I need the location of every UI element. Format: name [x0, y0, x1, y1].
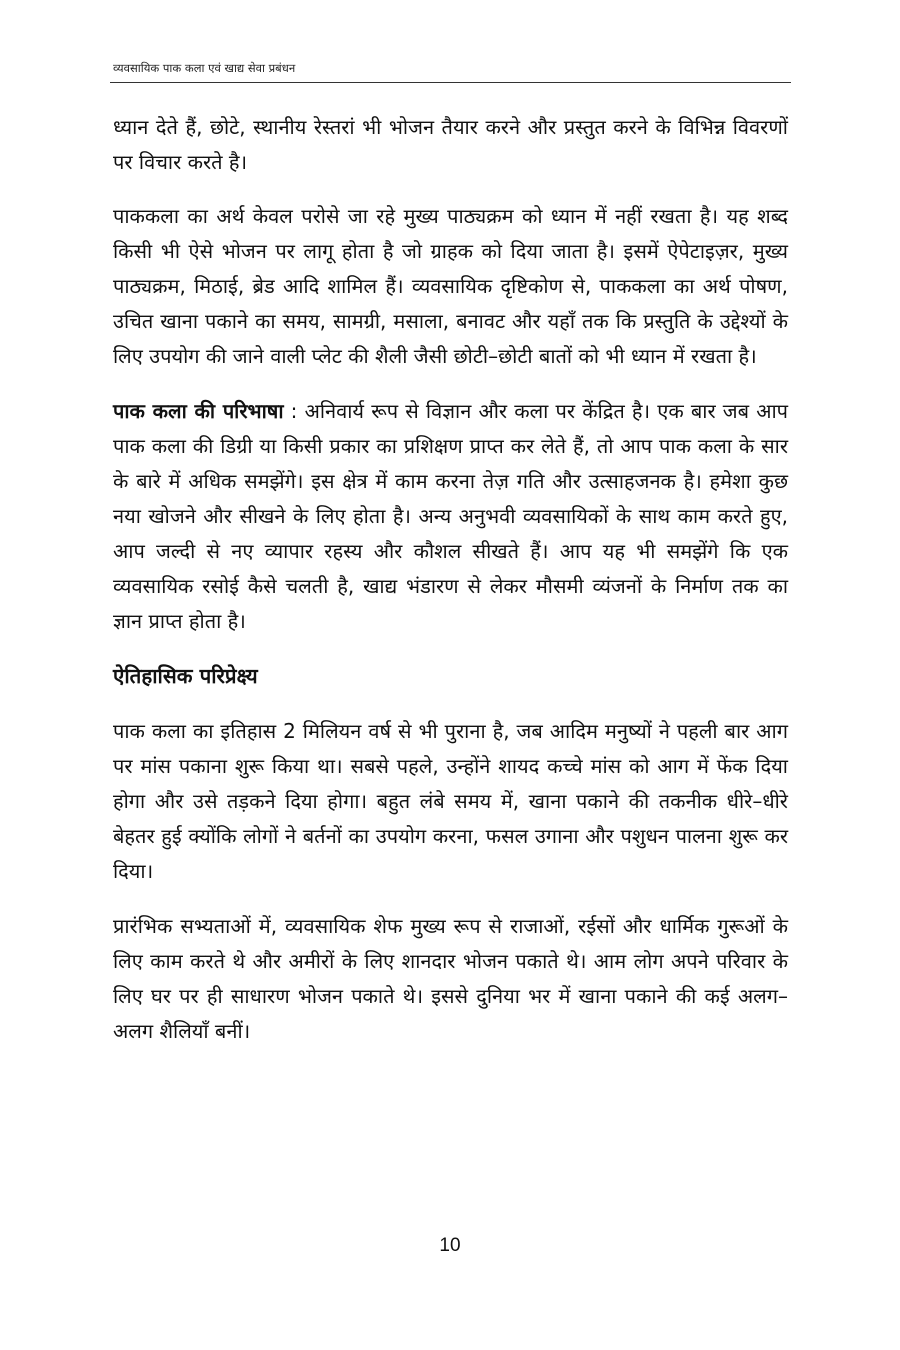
- page-number: 10: [439, 1235, 461, 1256]
- header-divider: [110, 82, 791, 83]
- section-heading-historical-perspective: ऐतिहासिक परिप्रेक्ष्य: [113, 664, 258, 688]
- paragraph-history: पाक कला का इतिहास 2 मिलियन वर्ष से भी पुराना है, जब आदिम मनुष्यों ने पहली बार आग पर मांस पकाना शुरू किया था। सबसे पहले, उन्होंने शायद कच्चे मांस को आग में फेंक दिया होगा और उसे तड़कने दिया होगा। बहुत लंबे समय में, खाना पकाने की तकनीक धीरे–धीरे बेहतर हुई क्योंकि लोगों ने बर्तनों का उपयोग करना, फसल उगाना और पशुधन पालना शुरू कर दिया।: [113, 719, 788, 883]
- definition-term: पाक कला की परिभाषा: [113, 399, 284, 423]
- page-body: [113, 110, 788, 1069]
- paragraph-early-civilizations: प्रारंभिक सभ्यताओं में, व्यवसायिक शेफ मुख्य रूप से राजाओं, रईसों और धार्मिक गुरूओं के लिए काम करते थे और अमीरों के लिए शानदार भोजन पकाते थे। आम लोग अपने परिवार के लिए घर पर ही साधारण भोजन पकाते थे। इससे दुनिया भर में खाना पकाने की कई अलग–अलग शैलियाँ बनीं।: [113, 914, 788, 1043]
- paragraph-culinary-meaning: पाककला का अर्थ केवल परोसे जा रहे मुख्य पाठ्यक्रम को ध्यान में नहीं रखता है। यह शब्द किसी भी ऐसे भोजन पर लागू होता है जो ग्राहक को दिया जाता है। इसमें ऐपेटाइज़र, मुख्य पाठ्यक्रम, मिठाई, ब्रेड आदि शामिल हैं। व्यवसायिक दृष्टिकोण से, पाककला का अर्थ पोषण, उचित खाना पकाने का समय, सामग्री, मसाला, बनावट और यहाँ तक कि प्रस्तुति के उद्देश्यों के लिए उपयोग की जाने वाली प्लेट की शैली जैसी छोटी–छोटी बातों को भी ध्यान में रखता है।: [113, 204, 788, 368]
- running-header-title: व्यवसायिक पाक कला एवं खाद्य सेवा प्रबंधन: [113, 61, 296, 75]
- paragraph-continuation: ध्यान देते हैं, छोटे, स्थानीय रेस्तरां भी भोजन तैयार करने और प्रस्तुत करने के विभिन्न विवरणों पर विचार करते है।: [113, 115, 788, 174]
- definition-text: : अनिवार्य रूप से विज्ञान और कला पर केंद्रित है। एक बार जब आप पाक कला की डिग्री या किसी प्रकार का प्रशिक्षण प्राप्त कर लेते हैं, तो आप पाक कला के सार के बारे में अधिक समझेंगे। इस क्षेत्र में काम करना तेज़ गति और उत्साहजनक है। हमेशा कुछ नया खोजने और सीखने के लिए होता है। अन्य अनुभवी व्यवसायिकों के साथ काम करते हुए, आप जल्दी से नए व्यापार रहस्य और कौशल सीखते हैं। आप यह भी समझेंगे कि एक व्यवसायिक रसोई कैसे चलती है, खाद्य भंडारण से लेकर मौसमी व्यंजनों के निर्माण तक का ज्ञान प्राप्त होता है।: [113, 399, 788, 633]
- paragraph-culinary-definition: [113, 394, 788, 639]
